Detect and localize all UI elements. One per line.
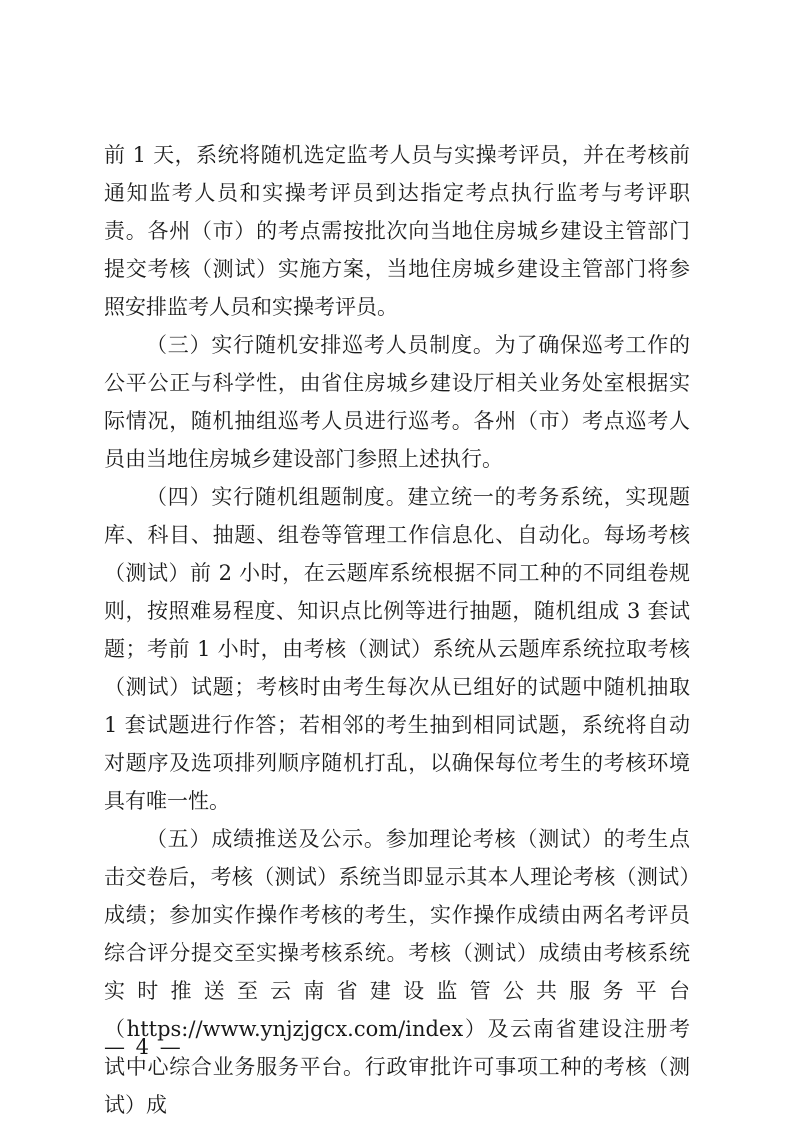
document-body — [104, 136, 690, 1124]
paragraph-section-4: （四）实行随机组题制度。建立统一的考务系统，实现题库、科目、抽题、组卷等管理工作信息化、自动化。每场考核（测试）前 2 小时，在云题库系统根据不同工种的不同组卷规则，按照难易程度、知识点比例等进行抽题，随机组成 3 套试题；考前 1 小时，由考核（测试）系统从云题库系统拉取考核（测试）试题；考核时由考生每次从已组好的试题中随机抽取 1 套试题进行作答；若相邻的考生抽到相同试题，系统将自动对题序及选项排列顺序随机打乱，以确保每位考生的考核环境具有唯一性。 — [104, 485, 690, 813]
page-number: — 4 — — [104, 1035, 183, 1059]
paragraph-section-5: （五）成绩推送及公示。参加理论考核（测试）的考生点击交卷后，考核（测试）系统当即显示其本人理论考核（测试）成绩；参加实作操作考核的考生，实作操作成绩由两名考评员综合评分提交至实操考核系统。考核（测试）成绩由考核系统实时推送至云南省建设监管公共服务平台（https://www.ynjzjgcx.com/index）及云南省建设注册考试中心综合业务服务平台。行政审批许可事项工种的考核（测试）成 — [104, 827, 690, 1117]
paragraph-section-3: （三）实行随机安排巡考人员制度。为了确保巡考工作的公平公正与科学性，由省住房城乡建设厅相关业务处室根据实际情况，随机抽组巡考人员进行巡考。各州（市）考点巡考人员由当地住房城乡建设部门参照上述执行。 — [104, 333, 690, 471]
paragraph-continuation: 前 1 天，系统将随机选定监考人员与实操考评员，并在考核前通知监考人员和实操考评员到达指定考点执行监考与考评职责。各州（市）的考点需按批次向当地住房城乡建设主管部门提交考核（测试）实施方案，当地住房城乡建设主管部门将参照安排监考人员和实操考评员。 — [104, 143, 690, 319]
